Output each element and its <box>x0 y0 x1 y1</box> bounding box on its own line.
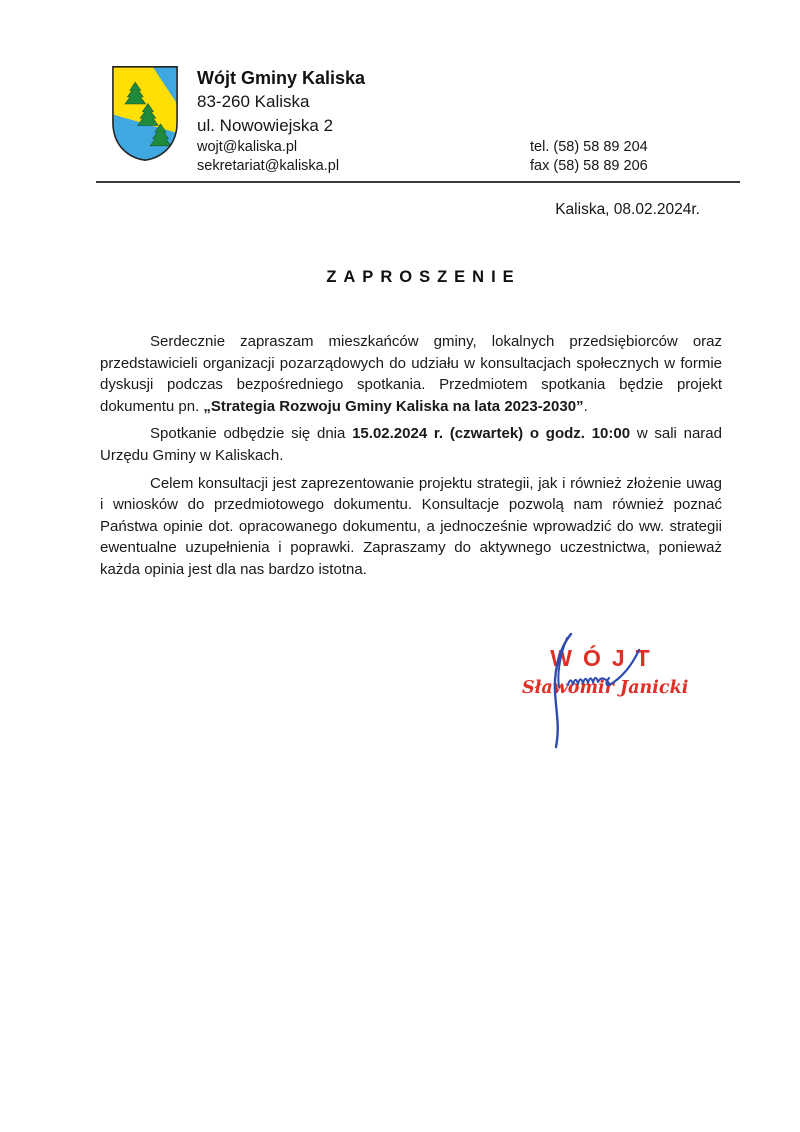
phone-number: tel. (58) 58 89 204 <box>530 139 648 155</box>
paragraph-text: w sali narad Urzędu Gminy w Kaliskach. <box>100 425 722 464</box>
document-title: ZAPROSZENIE <box>326 268 521 286</box>
sender-email-wojt: wojt@kaliska.pl <box>197 139 298 155</box>
sender-name: Wójt Gminy Kaliska <box>197 68 366 88</box>
signature-block <box>522 645 689 699</box>
place-date: Kaliska, 08.02.2024r. <box>555 201 700 218</box>
fax-number: fax (58) 58 89 206 <box>530 157 648 174</box>
paragraph-text: . <box>583 397 588 415</box>
sender-street: ul. Nowowiejska 2 <box>197 116 334 135</box>
paragraph-meeting-date <box>100 423 722 466</box>
paragraph-text: Spotkanie odbędzie się dnia <box>150 425 353 443</box>
strategy-title-bold: „Strategia Rozwoju Gminy Kaliska na lata 2023-2030” <box>203 397 584 415</box>
stamp-name: Sławomir Janicki <box>522 678 689 698</box>
meeting-datetime-bold: 15.02.2024 r. (czwartek) o godz. 10:00 <box>352 425 631 443</box>
letterhead-text <box>197 66 365 175</box>
coat-of-arms-icon <box>110 63 180 164</box>
letter-body <box>100 331 722 587</box>
paragraph-purpose: Celem konsultacji jest zaprezentowanie projektu strategii, jak i również złożenie uwag i wniosków do przedmiotowego dokumentu. Konsultacje pozwolą nam również poznać Państwa opinie dot. opracowanego dokumentu, a jednocześnie wprowadzić do ww. strategii ewentualne uzupełnienia i poprawki. Zapraszamy do aktywnego uczestnictwa, ponieważ każda opinia jest dla nas bardzo istotna. <box>100 474 722 578</box>
sender-postal: 83-260 Kaliska <box>197 92 310 111</box>
letterhead-contact <box>530 138 648 175</box>
stamp-title: WÓJT <box>550 645 661 671</box>
paragraph-invitation <box>100 331 722 417</box>
letterhead-divider <box>96 181 740 183</box>
sender-email-sekretariat: sekretariat@kaliska.pl <box>197 157 340 174</box>
paragraph-text: Serdecznie zapraszam mieszkańców gminy, lokalnych przedsiębiorców oraz przedstawicieli organizacji pozarządowych do udziału w konsultacjach społecznych w formie dyskusji podczas bezpośredniego spotkania. Przedmiotem spotkania będzie projekt dokumentu pn. <box>100 333 722 415</box>
